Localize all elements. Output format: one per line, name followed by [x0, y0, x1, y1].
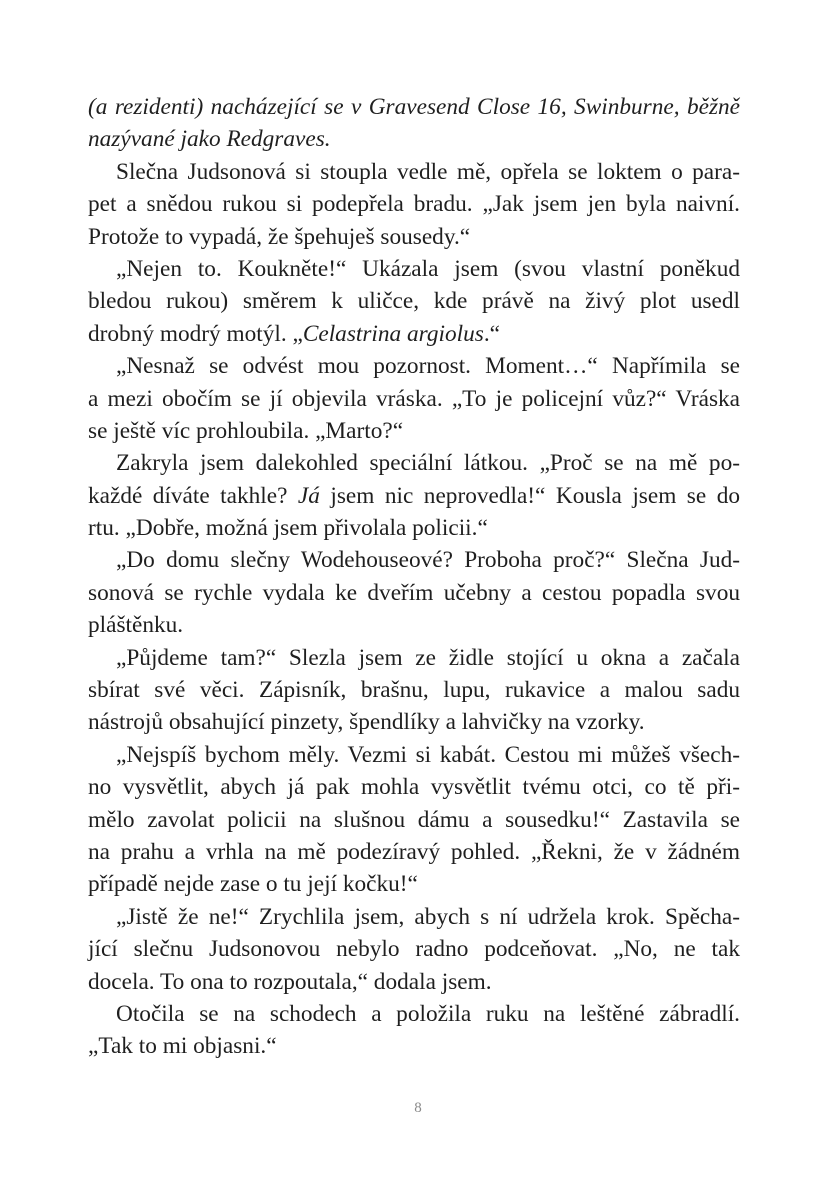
text-line	[88, 609, 740, 641]
text-line	[88, 642, 740, 674]
text-run: případě nejde zase o tu její kočku!“	[88, 871, 418, 898]
text-line	[88, 836, 740, 868]
text-line	[88, 447, 740, 479]
text-run: sonová se rychle vydala ke dveřím učebny a cestou popadla svou	[88, 579, 740, 606]
text-line	[88, 285, 740, 317]
text-line	[88, 480, 740, 512]
text-line	[88, 221, 740, 253]
text-line	[88, 771, 740, 803]
text-run: no vysvětlit, abych já pak mohla vysvětlit tvému otci, co tě při-	[88, 774, 740, 801]
text-line	[88, 1030, 740, 1062]
book-page	[88, 91, 740, 1063]
text-line	[88, 544, 740, 576]
text-run: „Do domu slečny Wodehouseové? Proboha proč?“ Slečna Jud-	[116, 547, 740, 574]
text-line	[88, 804, 740, 836]
text-run: Otočila se na schodech a položila ruku na leštěné zábradlí.	[116, 1000, 740, 1027]
text-run: „Nejen to. Koukněte!“ Ukázala jsem (svou vlastní poněkud	[116, 255, 740, 282]
text-run: Zakryla jsem dalekohled speciální látkou. „Proč se na mě po-	[116, 450, 740, 477]
text-run: a mezi obočím se jí objevila vráska. „To je policejní vůz?“ Vráska	[88, 385, 740, 412]
text-line	[88, 318, 740, 350]
page-number: 8	[414, 1100, 422, 1116]
text-line	[88, 674, 740, 706]
text-run: .“	[483, 320, 501, 347]
text-line	[88, 415, 740, 447]
italic-text-run: Celastrina argiolus	[302, 320, 484, 347]
text-line	[88, 512, 740, 544]
text-line	[88, 253, 740, 285]
text-run: „Jistě že ne!“ Zrychlila jsem, abych s ní udržela krok. Spěcha-	[116, 903, 740, 930]
text-line	[88, 350, 740, 382]
text-line	[88, 868, 740, 900]
italic-text-run: Já	[297, 482, 320, 509]
text-line	[88, 966, 740, 998]
text-run: „Tak to mi objasni.“	[88, 1033, 277, 1060]
text-line	[88, 933, 740, 965]
text-run: „Nejspíš bychom měly. Vezmi si kabát. Cestou mi můžeš všech-	[116, 741, 740, 768]
page-body-text	[88, 91, 740, 1063]
text-line	[88, 901, 740, 933]
text-line	[88, 706, 740, 738]
text-run: na prahu a vrhla na mě podezíravý pohled. „Řekni, že v žádném	[88, 838, 740, 865]
text-run: „Půjdeme tam?“ Slezla jsem ze židle stojící u okna a začala	[116, 644, 740, 671]
text-run: mělo zavolat policii na slušnou dámu a sousedku!“ Zastavila se	[88, 806, 740, 833]
text-run: pet a snědou rukou si podepřela bradu. „Jak jsem jen byla naivní.	[88, 191, 740, 218]
text-line	[88, 998, 740, 1030]
text-run: docela. To ona to rozpoutala,“ dodala jsem.	[88, 968, 492, 995]
text-line	[88, 577, 740, 609]
text-run: „Nesnaž se odvést mou pozornost. Moment…“ Napřímila se	[116, 353, 740, 380]
text-run: jsem nic neprovedla!“ Kousla jsem se do	[319, 482, 740, 509]
text-line	[88, 188, 740, 220]
italic-text-run: (a rezidenti) nacházející se v Gravesend Close 16, Swinburne, běžně	[88, 94, 740, 120]
text-run: pláštěnku.	[88, 612, 184, 639]
text-run: sbírat své věci. Zápisník, brašnu, lupu, rukavice a malou sadu	[88, 677, 740, 704]
text-line	[88, 739, 740, 771]
text-run: rtu. „Dobře, možná jsem přivolala policii.“	[88, 515, 488, 542]
text-line	[88, 91, 740, 123]
text-run: bledou rukou) směrem k uličce, kde právě na živý plot usedl	[88, 288, 740, 315]
text-run: se ještě víc prohloubila. „Marto?“	[88, 417, 404, 444]
text-line	[88, 123, 740, 155]
text-run: Protože to vypadá, že špehuješ sousedy.“	[88, 223, 471, 250]
text-run: nástrojů obsahující pinzety, špendlíky a lahvičky na vzorky.	[88, 709, 645, 736]
text-line	[88, 156, 740, 188]
text-run: Slečna Judsonová si stoupla vedle mě, opřela se loktem o para-	[116, 158, 740, 185]
text-run: jící slečnu Judsonovou nebylo radno podceňovat. „No, ne tak	[88, 936, 740, 963]
text-line	[88, 383, 740, 415]
text-run: drobný modrý motýl. „	[88, 320, 303, 347]
text-run: každé díváte takhle?	[88, 482, 298, 509]
italic-text-run: nazývané jako Redgraves.	[88, 126, 331, 153]
